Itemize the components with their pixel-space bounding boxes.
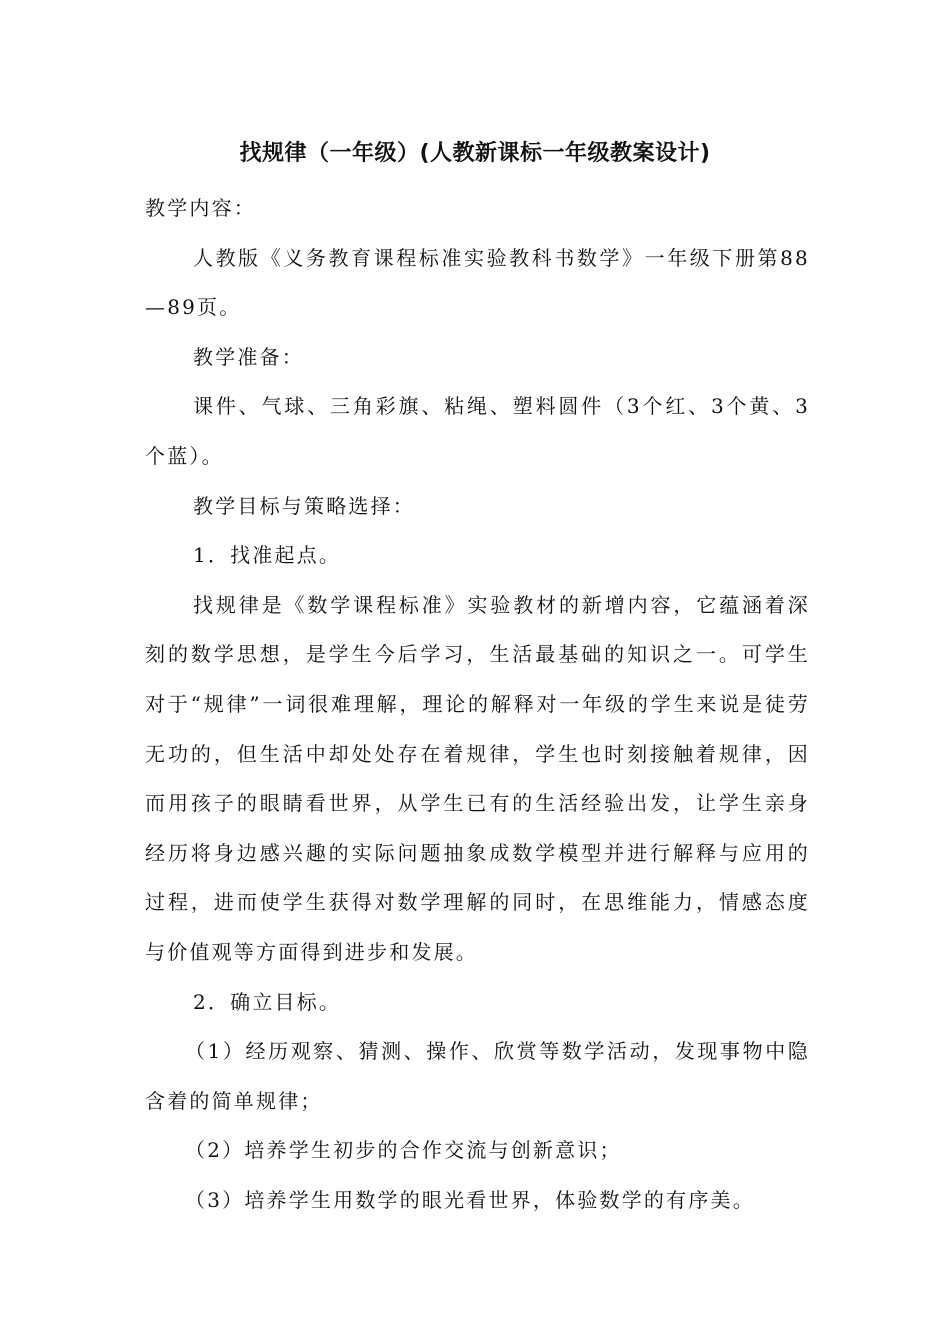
paragraph-textbook-reference: 人教版《义务教育课程标准实验教科书数学》一年级下册第88—89页。 xyxy=(145,245,810,320)
paragraph-section-1-body: 找规律是《数学课程标准》实验教材的新增内容，它蕴涵着深刻的数学思想，是学生今后学习，生活最基础的知识之一。可学生对于“规律”一词很难理解，理论的解释对一年级的学生来说是徒劳无功的，但生活中却处处存在着规律，学生也时刻接触着规律，因而用孩子的眼睛看世界，从学生已有的生活经验出发，让学生亲身经历将身边感兴趣的实际问题抽象成数学模型并进行解释与应用的过程，进而使学生获得对数学理解的同时，在思维能力，情感态度与价值观等方面得到进步和发展。 xyxy=(145,592,810,964)
paragraph-preparation-heading: 教学准备： xyxy=(193,344,304,369)
paragraph-goal-2: （2）培养学生初步的合作交流与创新意识； xyxy=(185,1138,622,1163)
paragraph-goal-3: （3）培养学生用数学的眼光看世界，体验数学的有序美。 xyxy=(185,1187,755,1212)
paragraph-teaching-content-heading: 教学内容： xyxy=(145,196,256,220)
paragraph-section-1-heading: 1．找准起点。 xyxy=(193,543,342,568)
paragraph-preparation-items: 课件、气球、三角彩旗、粘绳、塑料圆件（3个红、3个黄、3个蓝）。 xyxy=(145,394,810,468)
paragraph-goals-heading: 教学目标与策略选择： xyxy=(193,493,415,518)
paragraph-section-2-heading: 2．确立目标。 xyxy=(193,989,342,1014)
paragraph-goal-1: （1）经历观察、猜测、操作、欣赏等数学活动，发现事物中隐含着的简单规律； xyxy=(145,1039,810,1113)
document-body xyxy=(145,184,810,1225)
document-title: 找规律（一年级）(人教新课标一年级教案设计) xyxy=(239,141,711,166)
